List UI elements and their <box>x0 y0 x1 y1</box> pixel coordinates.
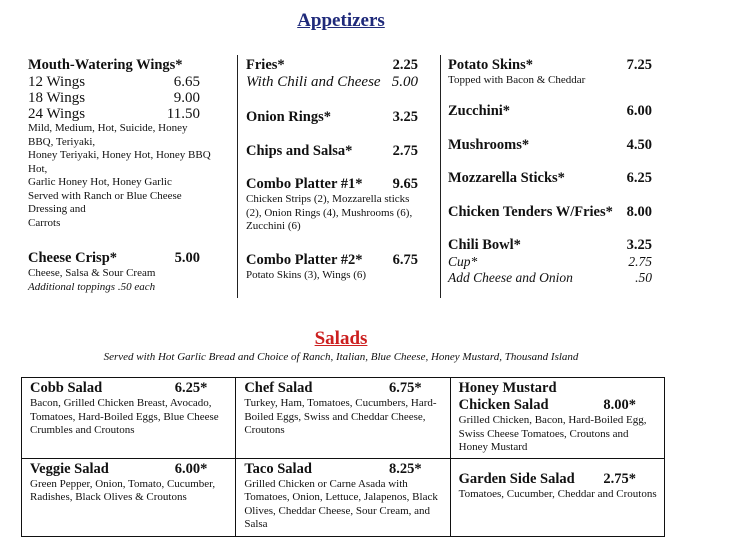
salads-subtitle-text: Served with Hot Garlic Bread and Choice of Ranch, Italian, Blue Cheese, Honey Mustard, Thousand Island <box>103 351 579 363</box>
wings-option <box>28 90 200 106</box>
salads-title: Salads <box>314 328 368 349</box>
fries-item <box>246 57 418 90</box>
salad-cell <box>22 378 236 459</box>
option-label: 12 Wings <box>28 74 86 90</box>
salad-price: 6.00* <box>174 460 208 477</box>
chips-item <box>246 143 418 160</box>
item-price: 3.25 <box>392 109 418 125</box>
item-price: 6.75 <box>392 252 418 268</box>
wings-description <box>28 122 238 230</box>
item-variant: Cup* <box>448 254 478 269</box>
appetizers-column-1 <box>28 57 211 293</box>
item-name: Combo Platter #1* <box>246 176 363 192</box>
desc-line: Chicken Strips (2), Mozzarella sticks <box>246 193 410 205</box>
item-note: Additional toppings .50 each <box>28 280 156 293</box>
salad-description: Turkey, Ham, Tomatoes, Cucumbers, Hard-Boiled Eggs, Swiss and Cheddar Cheese, Croutons <box>244 397 437 436</box>
desc-line: Mild, Medium, Hot, Suicide, Honey <box>28 122 188 134</box>
column-divider <box>440 55 441 298</box>
item-price: 6.25 <box>626 170 652 186</box>
salad-cell <box>450 378 664 459</box>
item-price: 5.00 <box>174 250 200 266</box>
item-description: Cheese, Salsa & Sour Cream <box>28 267 156 279</box>
appetizers-column-3 <box>448 57 652 297</box>
salad-price: 8.25* <box>389 460 422 477</box>
salad-price: 2.75* <box>603 470 636 487</box>
appetizers-heading <box>0 10 746 32</box>
desc-line: Honey Teriyaki, Honey Hot, Honey BBQ <box>28 149 211 161</box>
option-price: 6.65 <box>173 74 200 90</box>
item-description: Potato Skins (3), Wings (6) <box>246 269 367 281</box>
item-variant: With Chili and Cheese <box>246 74 381 90</box>
item-name: Mozzarella Sticks* <box>448 170 565 186</box>
item-name: Chips and Salsa* <box>246 143 353 159</box>
desc-line: (2), Onion Rings (4), Mushrooms (6), <box>246 206 413 219</box>
salad-name: Garden Side Salad <box>458 470 575 487</box>
salads-table <box>21 377 665 537</box>
item-addon: Add Cheese and Onion <box>448 270 573 285</box>
cheese-crisp-item <box>28 250 200 294</box>
item-name: Cheese Crisp* <box>28 250 118 266</box>
item-price: 4.50 <box>626 137 652 153</box>
salad-price: 6.75* <box>389 380 422 396</box>
salad-cell <box>236 458 450 536</box>
item-name: Zucchini* <box>448 103 511 119</box>
item-price: 2.25 <box>392 57 418 73</box>
combo2-item <box>246 252 418 283</box>
tenders-item <box>448 204 652 221</box>
item-name: Mouth-Watering Wings* <box>28 57 183 73</box>
desc-line: Hot, <box>28 162 48 175</box>
salad-name: Honey Mustard <box>458 380 557 396</box>
item-price: 6.00 <box>626 103 652 119</box>
option-label: 18 Wings <box>28 90 86 106</box>
salad-name-line2: Chicken Salad <box>458 397 549 413</box>
variant-price: 5.00 <box>391 74 418 90</box>
wings-option <box>28 106 200 122</box>
salad-description: Green Pepper, Onion, Tomato, Cucumber, Radishes, Black Olives & Croutons <box>30 477 216 503</box>
salad-name: Taco Salad <box>244 460 312 477</box>
salads-subtitle <box>0 351 746 363</box>
chili-item <box>448 237 652 286</box>
salad-name: Chef Salad <box>244 380 313 396</box>
appetizers-title: Appetizers <box>297 10 385 31</box>
item-price: 8.00 <box>626 204 652 220</box>
salad-description: Grilled Chicken, Bacon, Hard-Boiled Egg, Swiss Cheese Tomatoes, Croutons and Honey Mustard <box>458 414 647 453</box>
item-price: 9.65 <box>392 176 418 192</box>
item-price: 3.25 <box>626 237 652 253</box>
potato-skins-item <box>448 57 652 88</box>
variant-price: 2.75 <box>628 254 652 269</box>
item-description: Topped with Bacon & Cheddar <box>448 74 586 86</box>
item-name: Fries* <box>246 57 285 73</box>
item-name: Combo Platter #2* <box>246 252 363 268</box>
mozzarella-item <box>448 170 652 187</box>
item-name: Onion Rings* <box>246 109 332 125</box>
desc-line: Garlic Honey Hot, Honey Garlic <box>28 176 172 188</box>
item-name: Chili Bowl* <box>448 237 521 253</box>
item-price: 2.75 <box>392 143 418 159</box>
salad-name: Cobb Salad <box>30 380 103 396</box>
salads-row <box>22 458 665 536</box>
zucchini-item <box>448 103 652 120</box>
mushrooms-item <box>448 137 652 154</box>
option-price: 11.50 <box>166 106 200 122</box>
item-name: Mushrooms* <box>448 137 530 153</box>
option-price: 9.00 <box>173 90 200 106</box>
wings-option <box>28 74 200 90</box>
salad-description: Bacon, Grilled Chicken Breast, Avocado, Tomatoes, Hard-Boiled Eggs, Blue Cheese Crumbles and Croutons <box>30 397 219 436</box>
item-price: 7.25 <box>626 57 652 73</box>
salad-name: Veggie Salad <box>30 460 109 477</box>
combo1-item <box>246 176 430 234</box>
desc-line: BBQ, Teriyaki, <box>28 135 96 148</box>
desc-line: Served with Ranch or Blue Cheese <box>28 189 182 202</box>
salad-price: 6.25* <box>174 380 208 396</box>
desc-line: Dressing and <box>28 203 86 215</box>
item-name: Potato Skins* <box>448 57 534 73</box>
addon-price: .50 <box>635 270 652 285</box>
salad-cell <box>236 378 450 459</box>
salads-heading <box>0 328 746 350</box>
appetizers-column-2 <box>246 57 418 297</box>
salads-row <box>22 378 665 459</box>
desc-line: Carrots <box>28 216 61 229</box>
salad-cell <box>450 458 664 536</box>
salad-description: Grilled Chicken or Carne Asada with Tomatoes, Onion, Lettuce, Jalapenos, Black Olives, Cheddar Cheese, Sour Cream, and Salsa <box>244 477 438 530</box>
salad-price: 8.00* <box>603 397 636 413</box>
salad-cell <box>22 458 236 536</box>
salad-description: Tomatoes, Cucumber, Cheddar and Croutons <box>458 487 657 500</box>
onion-rings-item <box>246 109 418 126</box>
option-label: 24 Wings <box>28 106 86 122</box>
desc-line: Zucchini (6) <box>246 220 301 232</box>
item-name: Chicken Tenders W/Fries* <box>448 204 613 220</box>
